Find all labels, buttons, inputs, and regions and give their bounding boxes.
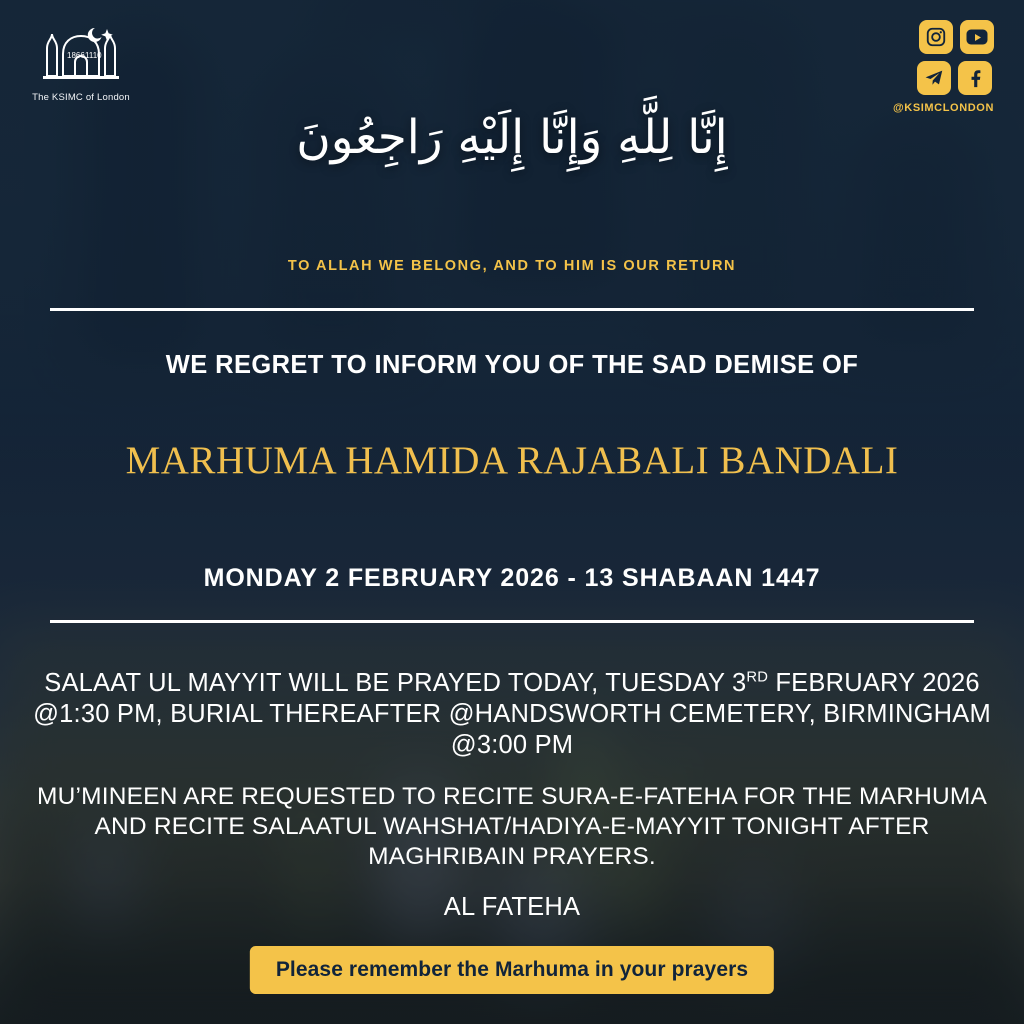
social-handle: @KSIMCLONDON: [892, 102, 994, 114]
svg-text:1866: 1866: [67, 51, 85, 60]
divider-top: [50, 308, 974, 311]
divider-bottom: [50, 620, 974, 623]
remember-prayers-banner: Please remember the Marhuma in your prayers: [250, 946, 774, 994]
verse-translation: TO ALLAH WE BELONG, AND TO HIM IS OUR RETURN: [287, 258, 737, 274]
youtube-icon[interactable]: [960, 20, 994, 54]
mosque-dome-minaret-icon: [26, 18, 136, 90]
facebook-icon[interactable]: [958, 61, 992, 95]
details-suffix: FEBRUARY 2026 @1:30 PM, BURIAL THEREAFTER @HANDSWORTH CEMETERY, BIRMINGHAM @3:00 PM: [33, 669, 991, 760]
recitation-request: MU’MINEEN ARE REQUESTED TO RECITE SURA-E-FATEHA FOR THE MARHUMA AND RECITE SALAATUL WAHSHAT/HADIYA-E-MAYYIT TONIGHT AFTER MAGHRIBAIN PRAYERS.: [36, 783, 988, 870]
deceased-name: MARHUMA HAMIDA RAJABALI BANDALI: [125, 439, 899, 482]
svg-text:1110: 1110: [85, 51, 102, 60]
date-line: MONDAY 2 FEBRUARY 2026 - 13 SHABAAN 1447: [203, 564, 821, 592]
social-row-top: [874, 20, 994, 54]
funeral-details: [28, 668, 996, 761]
social-links: [874, 20, 994, 114]
al-fateha-line: AL FATEHA: [443, 893, 581, 921]
details-prefix: SALAAT UL MAYYIT WILL BE PRAYED TODAY, TUESDAY 3: [44, 669, 747, 697]
details-ordinal: RD: [746, 669, 769, 686]
organisation-logo: [26, 18, 136, 103]
arabic-verse: إِنَّا لِلَّهِ وَإِنَّا إِلَيْهِ رَاجِعُونَ: [296, 110, 728, 165]
social-row-bottom: [874, 61, 994, 95]
logo-caption: The KSIMC of London: [32, 92, 130, 103]
regret-line: WE REGRET TO INFORM YOU OF THE SAD DEMISE OF: [165, 351, 859, 379]
telegram-icon[interactable]: [917, 61, 951, 95]
instagram-icon[interactable]: [919, 20, 953, 54]
